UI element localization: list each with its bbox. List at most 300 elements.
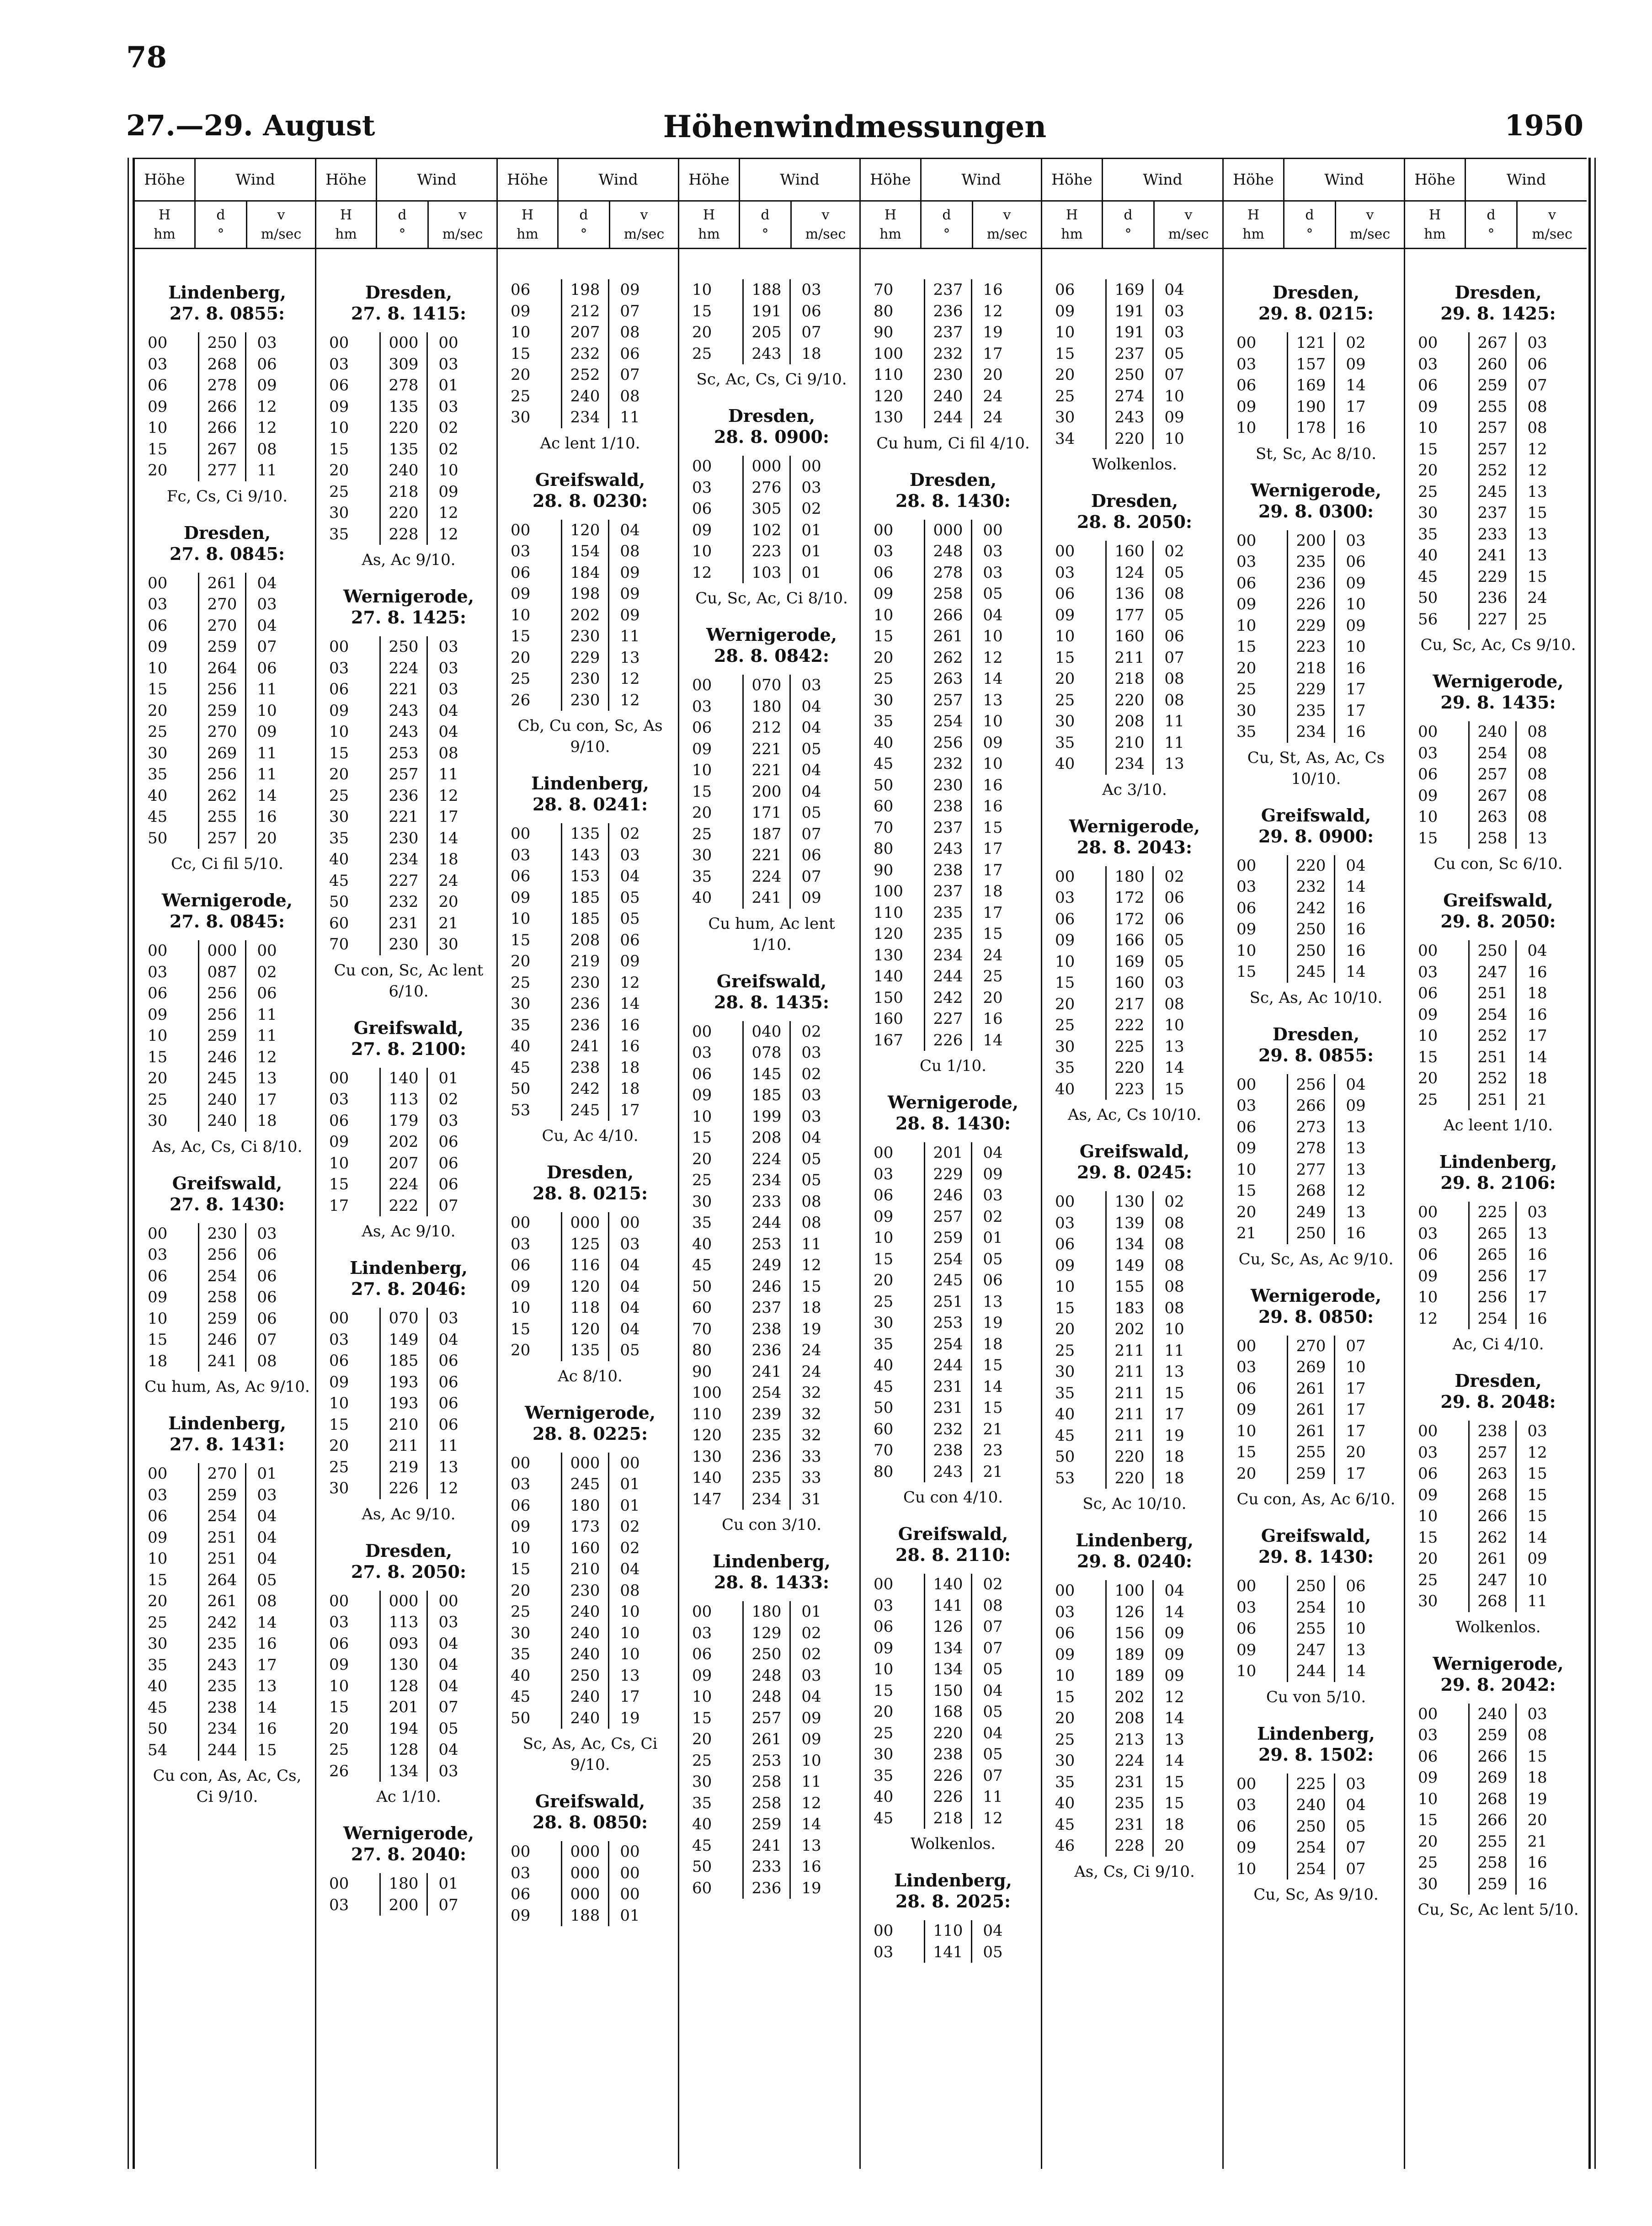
height-cell: 00 [874,1575,894,1593]
speed-cell: 15 [983,1356,1003,1374]
direction-cell: 000 [924,520,972,541]
table-row [325,849,492,870]
height-cell: 30 [329,808,349,826]
direction-cell: 261 [1287,1421,1335,1442]
height-cell: 00 [329,1592,349,1610]
height-cell: 35 [1418,525,1438,543]
direction-cell: 160 [1105,972,1154,994]
direction-cell: 243 [198,1655,246,1676]
height-cell: 50 [148,1720,168,1738]
height-cell: 10 [1236,941,1257,960]
direction-cell: 135 [561,1340,609,1361]
table-row [1051,1191,1218,1213]
speed-cell: 20 [983,366,1003,384]
table-row [870,690,1036,711]
station-datetime: 28. 8. 0850: [532,1812,648,1832]
direction-cell: 261 [1287,1399,1335,1421]
cloud-remark: Ac lent 1/10. [540,434,640,453]
table-row [1051,386,1218,407]
height-cell: 03 [511,542,531,560]
table-row [507,690,673,711]
height-cell: 30 [148,744,168,762]
speed-cell: 07 [801,867,821,886]
height-cell: 40 [511,1037,531,1055]
direction-cell: 184 [561,562,609,584]
speed-cell: 04 [1527,942,1547,960]
height-cell: 30 [692,1773,712,1791]
header-msec: m/sec [261,226,302,242]
height-cell: 15 [1236,638,1257,656]
cloud-remark: Cu con 3/10. [721,1516,822,1534]
speed-cell: 08 [1164,691,1184,709]
speed-cell: 12 [620,670,640,688]
speed-cell: 33 [801,1469,821,1487]
direction-cell: 261 [1287,1378,1335,1400]
speed-cell: 03 [801,281,821,299]
height-cell: 09 [692,1086,712,1104]
direction-cell: 241 [198,1351,246,1372]
table-row [325,679,492,700]
speed-cell: 03 [801,1044,821,1062]
table-row [144,1548,310,1570]
speed-cell: 00 [620,1214,640,1232]
height-cell: 15 [1418,1528,1438,1547]
direction-cell: 235 [198,1633,246,1655]
table-row [507,951,673,972]
header-v: v [1184,207,1193,223]
direction-cell: 236 [924,301,972,322]
height-cell: 53 [1055,1469,1075,1487]
table-column [861,158,1042,2169]
table-row [144,332,310,354]
speed-cell: 09 [1346,616,1366,635]
direction-cell: 244 [1287,1661,1335,1682]
table-row [144,806,310,828]
station-heading [1051,1141,1218,1183]
direction-cell: 267 [1468,332,1517,354]
height-cell: 130 [692,1447,722,1466]
header-msec: m/sec [1349,226,1391,242]
height-cell: 15 [1418,1048,1438,1066]
height-cell: 40 [1418,546,1438,564]
station-heading [688,405,855,447]
speed-cell: 16 [257,808,277,826]
height-cell: 10 [329,419,349,437]
direction-cell: 258 [198,1287,246,1308]
direction-cell: 232 [924,343,972,365]
direction-cell: 128 [379,1739,428,1761]
speed-cell: 03 [1346,1774,1366,1793]
table-row [870,541,1036,562]
speed-cell: 17 [1527,1267,1547,1285]
table-row [1233,721,1399,743]
table-row [1414,332,1582,354]
speed-cell: 07 [438,1196,458,1215]
height-cell: 00 [511,825,531,843]
table-row [1414,1591,1582,1612]
column-header [679,158,859,249]
direction-cell: 247 [1287,1640,1335,1661]
speed-cell: 04 [1346,856,1366,875]
table-row [1233,551,1399,573]
height-cell: 10 [1418,1288,1438,1306]
direction-cell: 247 [1468,962,1517,983]
direction-cell: 258 [742,1771,791,1793]
direction-cell: 276 [742,477,791,499]
speed-cell: 03 [1527,334,1547,352]
direction-cell: 087 [198,962,246,983]
height-cell: 00 [1236,531,1257,550]
direction-cell: 135 [379,439,428,460]
table-row [1414,1266,1582,1287]
direction-cell: 220 [1105,1468,1154,1489]
table-row [507,1319,673,1340]
direction-cell: 211 [1105,1361,1154,1383]
column-header [498,158,678,249]
table-row [870,301,1036,322]
station-datetime: 28. 8. 2110: [895,1544,1011,1565]
table-row [325,354,492,375]
table-row [870,881,1036,902]
table-row [1051,562,1218,584]
direction-cell: 262 [924,647,972,669]
direction-cell: 000 [561,1863,609,1884]
table-row [688,1340,855,1361]
table-row [1051,1644,1218,1666]
speed-cell: 07 [620,366,640,384]
direction-cell: 254 [198,1506,246,1527]
table-row [1233,1463,1399,1485]
table-row [325,1195,492,1217]
height-cell: 25 [692,344,712,363]
direction-cell: 180 [379,1873,428,1895]
table-row [1414,1725,1582,1746]
table-row [144,1223,310,1245]
height-cell: 15 [148,1331,168,1349]
height-cell: 10 [1236,1859,1257,1878]
speed-cell: 09 [620,281,640,299]
height-cell: 30 [1055,1037,1075,1056]
height-cell: 06 [511,1885,531,1903]
direction-cell: 208 [1105,1708,1154,1729]
height-cell: 34 [1055,429,1075,448]
direction-cell: 190 [1287,396,1335,418]
table-row [325,1350,492,1372]
station-block [507,279,673,454]
speed-cell: 09 [620,563,640,582]
header-wind: Wind [1506,170,1546,188]
station-name: Dresden, [728,405,815,426]
speed-cell: 13 [620,1666,640,1685]
table-row [870,1270,1036,1291]
height-cell: 147 [692,1490,722,1508]
table-row [1414,785,1582,807]
direction-cell: 251 [1468,1047,1517,1068]
speed-cell: 03 [257,334,277,352]
header-d: d [398,207,407,223]
direction-cell: 259 [198,700,246,722]
height-cell: 26 [511,691,531,709]
station-heading [1233,1024,1399,1066]
speed-cell: 14 [1164,1752,1184,1770]
speed-cell: 18 [1164,1448,1184,1466]
direction-cell: 245 [561,1474,609,1495]
table-row [1051,732,1218,754]
speed-cell: 10 [1346,1598,1366,1617]
direction-cell: 261 [1468,1548,1517,1570]
direction-cell: 218 [924,1808,972,1829]
table-row [1414,1485,1582,1506]
table-row [1051,1057,1218,1079]
table-row [870,1334,1036,1355]
height-cell: 45 [1418,567,1438,586]
speed-cell: 16 [1527,963,1547,981]
table-row [507,1686,673,1708]
height-cell: 10 [511,1539,531,1557]
station-name: Lindenberg, [350,1257,468,1278]
measurement-table [133,158,1591,2169]
table-row [325,636,492,658]
speed-cell: 14 [1164,1709,1184,1727]
direction-cell: 224 [1105,1750,1154,1772]
speed-cell: 12 [438,504,458,522]
table-row [1414,1463,1582,1485]
height-cell: 06 [329,1352,349,1370]
station-datetime: 27. 8. 0855: [169,303,285,324]
table-row [870,1312,1036,1334]
table-row [1414,545,1582,566]
station-name: Wernigerode, [1433,1653,1564,1674]
direction-cell: 246 [198,1329,246,1351]
height-cell: 06 [148,1507,168,1525]
direction-cell: 000 [379,332,428,354]
table-row [1051,1665,1218,1687]
direction-cell: 259 [198,1025,246,1047]
direction-cell: 172 [1105,887,1154,909]
speed-cell: 04 [620,1320,640,1338]
speed-cell: 04 [983,606,1003,624]
direction-cell: 229 [924,1164,972,1185]
speed-cell: 24 [983,408,1003,426]
speed-cell: 06 [257,1246,277,1264]
speed-cell: 04 [1164,281,1184,299]
direction-cell: 237 [924,881,972,902]
height-cell: 150 [874,988,903,1007]
height-cell: 06 [148,1267,168,1285]
speed-cell: 16 [801,1858,821,1876]
speed-cell: 06 [1164,889,1184,907]
height-cell: 25 [329,482,349,501]
height-cell: 20 [511,648,531,667]
speed-cell: 14 [1346,1662,1366,1680]
station-heading [507,1162,673,1204]
speed-cell: 03 [801,676,821,694]
direction-cell: 193 [379,1393,428,1414]
speed-cell: 03 [1164,974,1184,992]
table-row [1233,375,1399,396]
direction-cell: 240 [379,460,428,481]
height-cell: 15 [692,782,712,801]
speed-cell: 00 [620,1843,640,1861]
column-header [1042,158,1222,249]
direction-cell: 254 [924,711,972,732]
direction-cell: 120 [561,520,609,541]
cloud-remark: Cc, Ci fil 5/10. [171,855,283,873]
table-row [144,1612,310,1634]
table-row [507,668,673,690]
height-cell: 25 [1418,482,1438,501]
station-block [1233,805,1399,1008]
speed-cell: 16 [257,1720,277,1738]
direction-cell: 309 [379,354,428,375]
table-row [507,364,673,386]
height-cell: 20 [874,648,894,667]
direction-cell: 000 [561,1212,609,1234]
direction-cell: 269 [1468,1767,1517,1789]
height-cell: 03 [511,1475,531,1493]
speed-cell: 05 [801,804,821,822]
height-cell: 30 [148,1112,168,1130]
direction-cell: 234 [379,849,428,870]
height-cell: 20 [692,804,712,822]
direction-cell: 232 [924,1419,972,1440]
direction-cell: 156 [1105,1623,1154,1644]
table-row [507,322,673,343]
table-row [507,1015,673,1036]
table-row [144,721,310,743]
table-row [325,396,492,418]
direction-cell: 257 [924,690,972,711]
station-heading [144,522,310,564]
speed-cell: 08 [1527,786,1547,805]
table-row [1233,1859,1399,1880]
height-cell: 25 [1236,680,1257,698]
table-row [688,498,855,520]
height-cell: 06 [511,281,531,299]
height-cell: 06 [1236,376,1257,394]
height-cell: 15 [329,1698,349,1716]
table-row [1414,764,1582,785]
speed-cell: 07 [983,1618,1003,1636]
height-cell: 50 [1055,1448,1075,1466]
speed-cell: 24 [801,1362,821,1381]
height-cell: 03 [874,1596,894,1615]
table-row [144,354,310,375]
table-row [325,1089,492,1110]
header-wind: Wind [417,170,457,188]
direction-cell: 212 [742,717,791,739]
table-row [688,1106,855,1128]
height-cell: 25 [329,1458,349,1476]
table-row [507,343,673,365]
direction-cell: 229 [1287,679,1335,700]
direction-cell: 134 [924,1659,972,1680]
height-cell: 10 [148,1027,168,1045]
height-cell: 03 [1055,1603,1075,1621]
height-cell: 20 [511,366,531,384]
speed-cell: 14 [983,670,1003,688]
table-row [870,860,1036,881]
direction-cell: 257 [198,828,246,849]
year: 1950 [1504,109,1583,142]
height-cell: 20 [148,701,168,720]
direction-cell: 149 [1105,1255,1154,1277]
height-cell: 30 [874,691,894,709]
height-cell: 10 [692,281,712,299]
header-v: v [640,207,648,223]
station-datetime: 27. 8. 1431: [169,1434,285,1454]
direction-cell: 155 [1105,1276,1154,1298]
speed-cell: 17 [983,903,1003,922]
header-deg: ° [762,226,769,242]
station-heading [144,282,310,324]
height-cell: 70 [329,935,349,953]
speed-cell: 13 [1527,1224,1547,1243]
height-cell: 15 [1055,974,1075,992]
direction-cell: 221 [379,806,428,828]
speed-cell: 08 [983,1596,1003,1615]
station-heading [870,469,1036,511]
direction-cell: 240 [561,1686,609,1708]
table-row [870,838,1036,860]
direction-cell: 240 [561,1601,609,1623]
direction-cell: 234 [924,945,972,966]
station-datetime: 29. 8. 0240: [1076,1551,1193,1571]
direction-cell: 262 [1468,1527,1517,1549]
station-heading [325,1017,492,1060]
table-row [325,481,492,503]
direction-cell: 200 [1287,530,1335,552]
station-name: Dresden, [365,282,453,303]
table-row [870,1355,1036,1376]
speed-cell: 06 [620,931,640,949]
height-cell: 100 [874,344,903,363]
speed-cell: 16 [620,1016,640,1034]
speed-cell: 19 [620,1709,640,1727]
table-row [144,743,310,764]
speed-cell: 01 [438,376,458,394]
speed-cell: 12 [1527,1443,1547,1462]
speed-cell: 03 [438,1111,458,1130]
direction-cell: 135 [561,823,609,845]
direction-cell: 201 [924,1142,972,1164]
speed-cell: 20 [1164,1837,1184,1855]
height-cell: 03 [874,542,894,560]
speed-cell: 02 [620,1539,640,1557]
direction-cell: 070 [742,675,791,696]
header-wind: Wind [1143,170,1183,188]
table-row [325,1633,492,1655]
table-row [1233,919,1399,940]
speed-cell: 17 [620,1688,640,1706]
speed-cell: 08 [257,440,277,458]
height-cell: 60 [874,1420,894,1438]
direction-cell: 235 [1287,700,1335,722]
direction-cell: 250 [1287,1223,1335,1244]
speed-cell: 32 [801,1405,821,1423]
speed-cell: 02 [257,963,277,981]
speed-cell: 11 [257,744,277,762]
height-cell: 45 [329,871,349,890]
height-cell: 03 [1418,1443,1438,1462]
direction-cell: 237 [924,817,972,839]
table-row [688,1708,855,1729]
speed-cell: 16 [1527,1875,1547,1893]
height-cell: 15 [874,627,894,645]
table-row [1051,1276,1218,1298]
direction-cell: 236 [742,1446,791,1468]
height-cell: 03 [692,1044,712,1062]
